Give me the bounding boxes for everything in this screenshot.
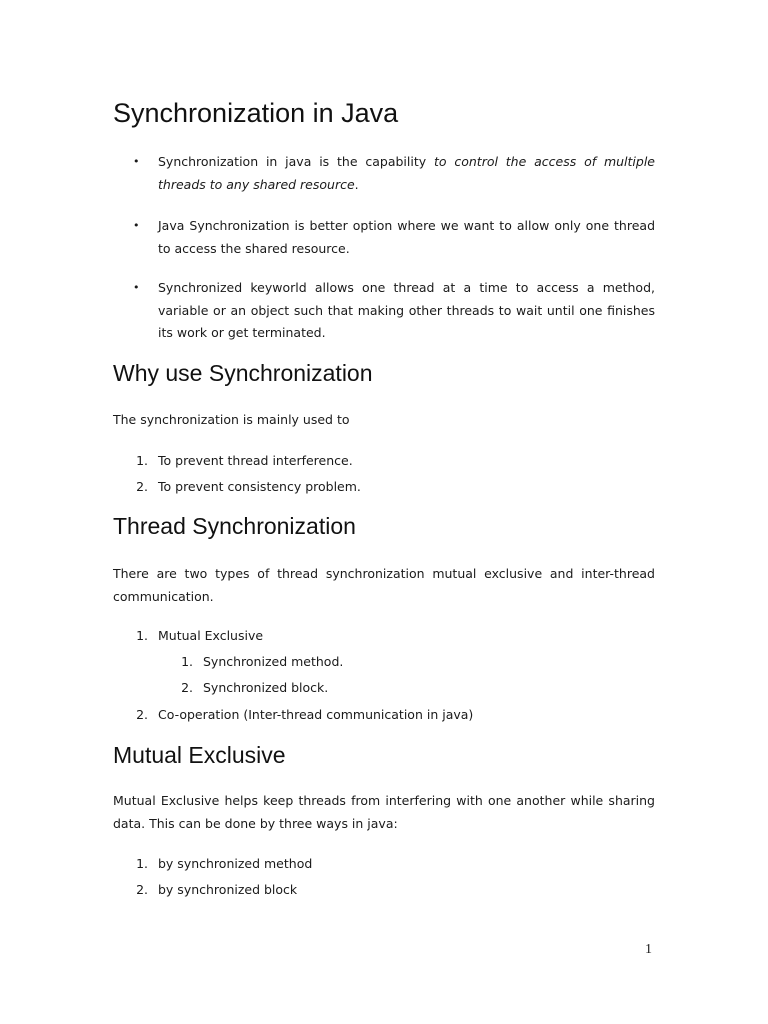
- bullet-icon: [133, 158, 141, 166]
- thread-sync-subitem-1: Synchronized method.: [203, 654, 344, 669]
- thread-sync-intro: There are two types of thread synchronization mutual exclusive and inter-thread communication.: [113, 566, 655, 604]
- mutual-item-1-number: 1.: [136, 856, 148, 871]
- intro-bullet-2: Java Synchronization is better option where we want to allow only one thread to access the shared resource.: [158, 218, 655, 256]
- mutual-item-2-number: 2.: [136, 882, 148, 897]
- mutual-exclusive-intro: Mutual Exclusive helps keep threads from interfering with one another while sharing data. This can be done by three ways in java:: [113, 793, 655, 831]
- mutual-item-2: by synchronized block: [158, 882, 298, 897]
- thread-sync-subitem-1-number: 1.: [181, 654, 193, 669]
- intro-bullet-1-plain: Synchronization in java is the capability: [158, 154, 434, 169]
- intro-bullet-1-tail: .: [354, 176, 359, 192]
- bullet-icon: [133, 284, 141, 292]
- thread-sync-subitem-2-number: 2.: [181, 680, 193, 695]
- why-item-1-number: 1.: [136, 453, 148, 468]
- why-item-2-number: 2.: [136, 479, 148, 494]
- thread-sync-item-1-number: 1.: [136, 628, 148, 643]
- why-intro: The synchronization is mainly used to: [113, 412, 350, 427]
- section-heading-why: Why use Synchronization: [113, 360, 373, 386]
- bullet-icon: [133, 222, 141, 230]
- intro-bullet-3: Synchronized keyworld allows one thread at a time to access a method, variable or an object such that making other threads to wait until one finishes its work or get terminated.: [158, 280, 655, 340]
- section-heading-thread-sync: Thread Synchronization: [113, 513, 356, 539]
- thread-sync-subitem-2: Synchronized block.: [203, 680, 329, 695]
- page-number: 1: [645, 942, 652, 957]
- thread-sync-item-2: Co-operation (Inter-thread communication in java): [158, 707, 474, 722]
- why-item-2: To prevent consistency problem.: [158, 479, 361, 494]
- intro-bullet-1: [158, 151, 655, 196]
- mutual-item-1: by synchronized method: [158, 856, 313, 871]
- why-item-1: To prevent thread interference.: [158, 453, 353, 468]
- intro-bullet-1-italic: to control the access of multiple threads to any shared resource: [158, 154, 655, 192]
- thread-sync-item-1: Mutual Exclusive: [158, 628, 264, 643]
- page-title: Synchronization in Java: [113, 98, 399, 128]
- section-heading-mutual-exclusive: Mutual Exclusive: [113, 742, 286, 768]
- thread-sync-item-2-number: 2.: [136, 707, 148, 722]
